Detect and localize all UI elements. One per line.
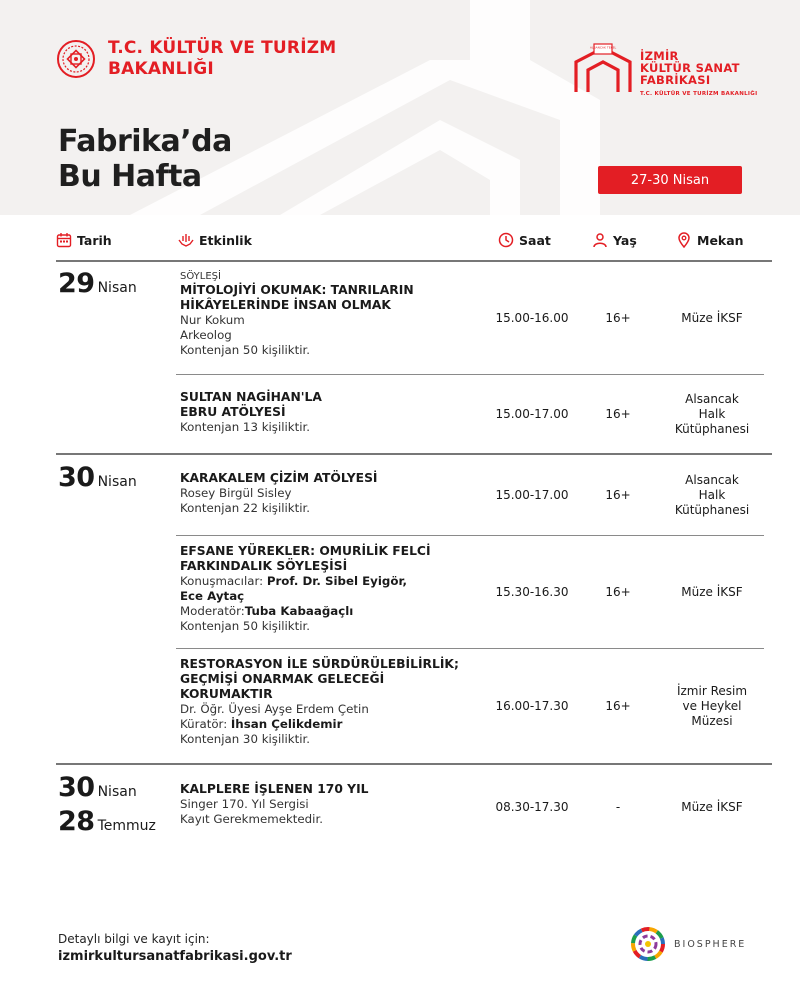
event-item — [180, 657, 480, 747]
event-venue-line: Kütüphanesi — [674, 503, 750, 517]
event-item — [180, 782, 480, 827]
event-title-line: EFSANE YÜREKLER: OMURİLİK FELCİ — [180, 544, 431, 558]
event-quota: Kontenjan 22 kişiliktir. — [180, 501, 311, 515]
column-header-event — [178, 232, 252, 248]
event-title — [180, 283, 480, 313]
day-number: 30 — [58, 462, 95, 493]
event-title-line: GEÇMİŞİ ONARMAK GELECEĞİ — [180, 672, 385, 686]
page-title — [58, 124, 232, 194]
event-title-line: FARKINDALIK SÖYLEŞİSİ — [180, 559, 348, 573]
event-title — [180, 471, 480, 486]
event-venue-line: Müzesi — [691, 714, 733, 728]
day-date — [58, 462, 137, 493]
event-time: 16.00-17.30 — [495, 699, 569, 713]
person-icon — [592, 232, 608, 248]
page-title-line2: Bu Hafta — [58, 159, 202, 194]
event-curator — [180, 717, 480, 732]
date-range-badge: 27-30 Nisan — [598, 166, 742, 194]
event-time: 08.30-17.30 — [495, 800, 569, 814]
event-age: 16+ — [605, 699, 631, 713]
event-title-line: MİTOLOJİYİ OKUMAK: TANRILARIN — [180, 283, 414, 297]
event-age: 16+ — [605, 407, 631, 421]
event-title-line: KALPLERE İŞLENEN 170 YIL — [180, 782, 369, 796]
ministry-name-line2: BAKANLIĞI — [108, 59, 214, 79]
speakers-label: Konuşmacılar: — [180, 574, 267, 588]
column-header-date — [56, 232, 112, 248]
column-header-time — [498, 232, 551, 248]
event-time: 15.00-17.00 — [495, 407, 569, 421]
event-title-line: RESTORASYON İLE SÜRDÜRÜLEBİLİRLİK; — [180, 657, 459, 671]
factory-name-line3: FABRİKASI — [640, 73, 711, 87]
event-title-line: KARAKALEM ÇİZİM ATÖLYESİ — [180, 471, 378, 485]
event-item — [180, 471, 480, 516]
day-divider — [56, 453, 772, 455]
calendar-icon — [56, 232, 72, 248]
event-item — [180, 544, 480, 634]
event-quota: Kontenjan 50 kişiliktir. — [180, 619, 311, 633]
event-time: 15.00-16.00 — [495, 311, 569, 325]
event-divider — [176, 648, 764, 649]
ministry-emblem-icon — [56, 39, 96, 79]
day-date — [58, 772, 137, 803]
speakers-names-cont: Ece Aytaç — [180, 589, 245, 603]
event-description: Singer 170. Yıl Sergisi — [180, 797, 309, 811]
clock-icon — [498, 232, 514, 248]
event-speakers-cont — [180, 589, 480, 604]
column-header-venue-label: Mekan — [697, 232, 744, 248]
factory-name-line1: İZMİR — [640, 49, 679, 63]
ministry-logo — [56, 38, 336, 80]
event-venue-line: Alsancak — [685, 392, 739, 406]
event-quota: Kontenjan 30 kişiliktir. — [180, 732, 311, 746]
event-venue-line: Halk — [698, 488, 726, 502]
speakers-names: Prof. Dr. Sibel Eyigör, — [266, 574, 408, 588]
header-divider — [56, 260, 772, 262]
event-divider — [176, 535, 764, 536]
factory-logo — [572, 38, 757, 98]
hands-icon — [178, 232, 194, 248]
event-venue: Müze İKSF — [681, 800, 743, 814]
event-venue-line: Alsancak — [685, 473, 739, 487]
event-age: 16+ — [605, 311, 631, 325]
event-venue — [658, 392, 766, 437]
day-month: Nisan — [97, 474, 137, 490]
event-title — [180, 657, 480, 702]
day-date-end — [58, 806, 156, 837]
event-item — [180, 390, 480, 435]
event-speaker-role: Arkeolog — [180, 328, 232, 342]
event-age: 16+ — [605, 488, 631, 502]
event-category: SÖYLEŞİ — [180, 271, 221, 282]
event-venue-line: Halk — [698, 407, 726, 421]
table-header — [56, 228, 772, 260]
event-speaker: Rosey Birgül Sisley — [180, 486, 292, 500]
page-title-line1: Fabrika’da — [58, 124, 232, 159]
day-number: 30 — [58, 772, 95, 803]
day-number: 29 — [58, 268, 95, 299]
event-moderator — [180, 604, 480, 619]
day-month: Nisan — [97, 280, 137, 296]
event-speaker: Dr. Öğr. Üyesi Ayşe Erdem Çetin — [180, 702, 369, 716]
event-quota: Kontenjan 50 kişiliktir. — [180, 343, 311, 357]
event-venue: Müze İKSF — [681, 311, 743, 325]
factory-building-icon — [572, 38, 634, 94]
moderator-label: Moderatör: — [180, 604, 245, 618]
event-title-line: KORUMAKTIR — [180, 687, 273, 701]
event-time: 15.30-16.30 — [495, 585, 569, 599]
column-header-age — [592, 232, 637, 248]
footer-info-text: Detaylı bilgi ve kayıt için: — [58, 932, 210, 946]
column-header-event-label: Etkinlik — [199, 232, 252, 248]
biosphere-label: BIOSPHERE — [674, 938, 747, 950]
event-age: 16+ — [605, 585, 631, 599]
event-time: 15.00-17.00 — [495, 488, 569, 502]
factory-name-line2: KÜLTÜR SANAT — [640, 61, 740, 75]
event-title — [180, 782, 480, 797]
biosphere-logo — [630, 926, 746, 962]
event-divider — [176, 374, 764, 375]
event-title-line: EBRU ATÖLYESİ — [180, 405, 286, 419]
biosphere-icon — [630, 926, 666, 962]
event-registration: Kayıt Gerekmemektedir. — [180, 812, 323, 826]
column-header-venue — [676, 232, 744, 248]
factory-small-label: ALSANCAK TEKEL — [589, 45, 617, 50]
curator-label: Küratör: — [180, 717, 231, 731]
event-title-line: HİKÂYELERİNDE İNSAN OLMAK — [180, 298, 391, 312]
column-header-age-label: Yaş — [613, 232, 637, 248]
location-icon — [676, 232, 692, 248]
event-item — [180, 270, 480, 358]
event-venue-line: Kütüphanesi — [674, 422, 750, 436]
day-number: 28 — [58, 806, 95, 837]
ministry-name-line1: T.C. KÜLTÜR VE TURİZM — [108, 38, 337, 58]
event-quota: Kontenjan 13 kişiliktir. — [180, 420, 311, 434]
day-month: Nisan — [97, 784, 137, 800]
event-title — [180, 544, 480, 574]
curator-name: İhsan Çelikdemir — [230, 717, 343, 731]
event-venue — [658, 473, 766, 518]
footer-url-link[interactable]: izmirkultursanatfabrikasi.gov.tr — [58, 949, 292, 964]
event-venue-line: ve Heykel — [682, 699, 742, 713]
event-age: - — [615, 800, 621, 814]
factory-subtitle: T.C. KÜLTÜR VE TURİZM BAKANLIĞI — [640, 91, 758, 97]
footer-info — [58, 930, 292, 966]
event-venue: Müze İKSF — [681, 585, 743, 599]
event-speakers — [180, 574, 480, 589]
day-divider — [56, 763, 772, 765]
moderator-name: Tuba Kabaağaçlı — [244, 604, 354, 618]
column-header-date-label: Tarih — [77, 232, 112, 248]
event-title-line: SULTAN NAGİHAN'LA — [180, 390, 322, 404]
column-header-time-label: Saat — [519, 232, 551, 248]
event-title — [180, 390, 480, 420]
day-month: Temmuz — [97, 818, 156, 834]
event-venue-line: İzmir Resim — [676, 684, 748, 698]
event-speaker: Nur Kokum — [180, 313, 245, 327]
event-venue — [658, 684, 766, 729]
day-date — [58, 268, 137, 299]
